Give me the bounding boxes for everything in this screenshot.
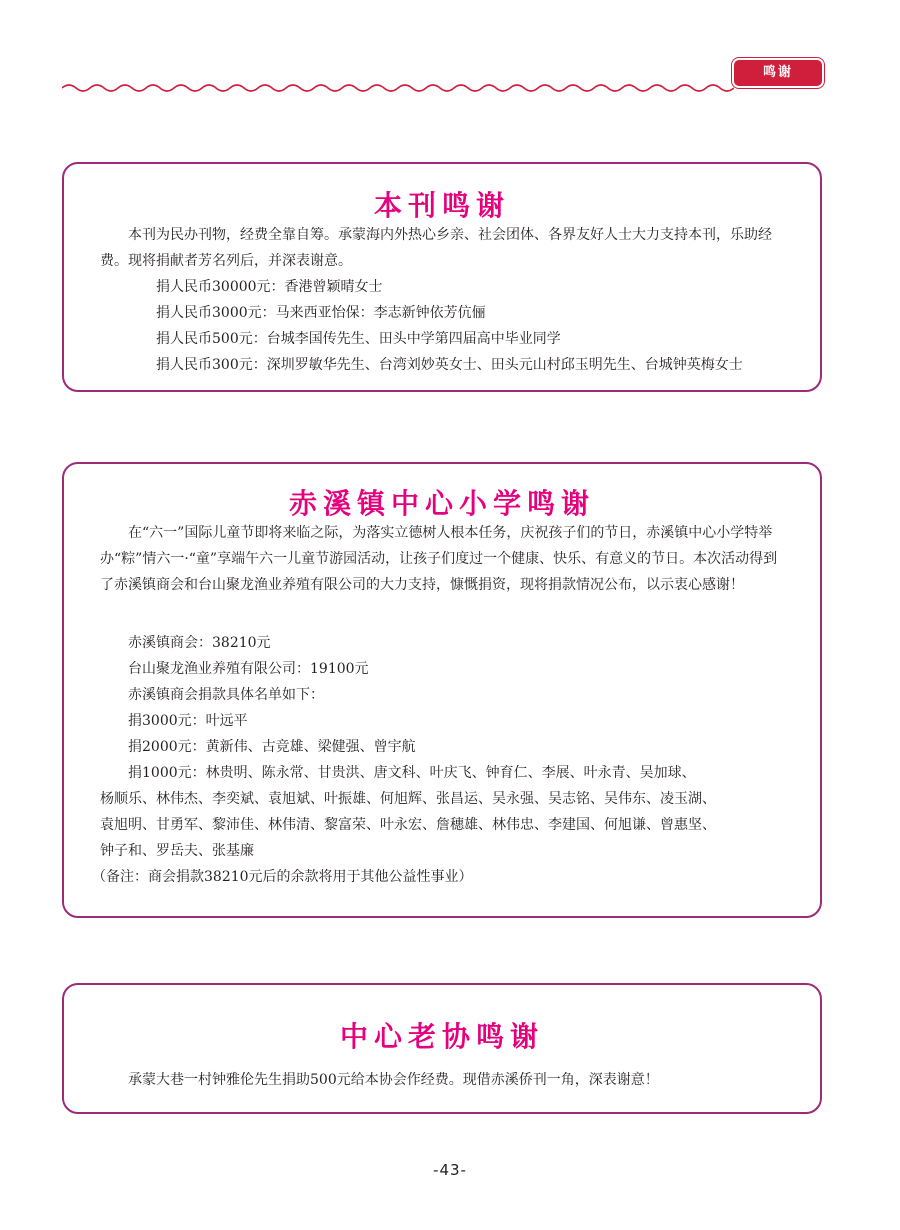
donation-line: 捐人民币30000元：香港曾颖晴女士 (156, 279, 383, 295)
donation-list-line: 杨顺乐、林伟杰、李奕斌、袁旭斌、叶振雄、何旭辉、张昌运、吴永强、吴志铭、吴伟东、凌玉湖、 (100, 791, 716, 807)
donation-line: 捐人民币300元：深圳罗敏华先生、台湾刘妙英女士、田头元山村邱玉明先生、台城钟英梅女士 (156, 357, 743, 373)
donation-line: 赤溪镇商会捐款具体名单如下： (128, 687, 324, 703)
donation-line: 捐人民币500元：台城李国传先生、田头中学第四届高中毕业同学 (156, 331, 561, 347)
card-title: 中心老协鸣谢 (339, 1020, 544, 1053)
donation-line: 捐人民币3000元：马来西亚怡保：李志新钟依芳伉俪 (156, 305, 486, 321)
card-intro: 在“六一”国际儿童节即将来临之际，为落实立德树人根本任务，庆祝孩子们的节日，赤溪镇中心小学特举办“粽”情六一·“童”享端午六一儿童节游园活动，让孩子们度过一个健康、快乐、有意义的节日。本次活动得到了赤溪镇商会和台山聚龙渔业养殖有限公司的大力支持，慷慨捐资，现将捐款情况公布，以示衷心感谢！ (100, 525, 778, 593)
card-body: 承蒙大巷一村钟雅伦先生捐助500元给本协会作经费。现借赤溪侨刊一角，深表谢意！ (128, 1072, 659, 1088)
donation-list-line: 捐1000元：林贵明、陈永常、甘贵洪、唐文科、叶庆飞、钟育仁、李展、叶永青、吴加球、 (128, 765, 696, 781)
card-intro: 本刊为民办刊物，经费全靠自筹。承蒙海内外热心乡亲、社会团体、各界友好人士大力支持本刊，乐助经费。现将捐献者芳名列后，并深表谢意。 (100, 227, 772, 269)
donation-line: 捐3000元：叶远平 (128, 713, 248, 729)
decorative-wave-divider (62, 80, 734, 96)
card-journal-thanks (62, 162, 822, 392)
card-title: 本刊鸣谢 (373, 189, 510, 222)
card-school-thanks (62, 462, 822, 918)
donation-note: （备注：商会捐款38210元后的余款将用于其他公益性事业） (92, 869, 473, 885)
card-elderly-association-thanks (62, 983, 822, 1114)
section-tab-label: 鸣谢 (734, 60, 822, 86)
donation-list-line: 钟子和、罗岳夫、张基廉 (100, 843, 254, 859)
donation-line: 捐2000元：黄新伟、古竞雄、梁健强、曾宇航 (128, 739, 416, 755)
card-title: 赤溪镇中心小学鸣谢 (288, 487, 595, 520)
page-number: -43- (433, 1161, 467, 1179)
donation-line: 赤溪镇商会：38210元 (128, 635, 271, 651)
donation-list-line: 袁旭明、甘勇军、黎沛佳、林伟清、黎富荣、叶永宏、詹穗雄、林伟忠、李建国、何旭谦、曾惠坚、 (100, 817, 716, 833)
donation-line: 台山聚龙渔业养殖有限公司：19100元 (128, 661, 369, 677)
